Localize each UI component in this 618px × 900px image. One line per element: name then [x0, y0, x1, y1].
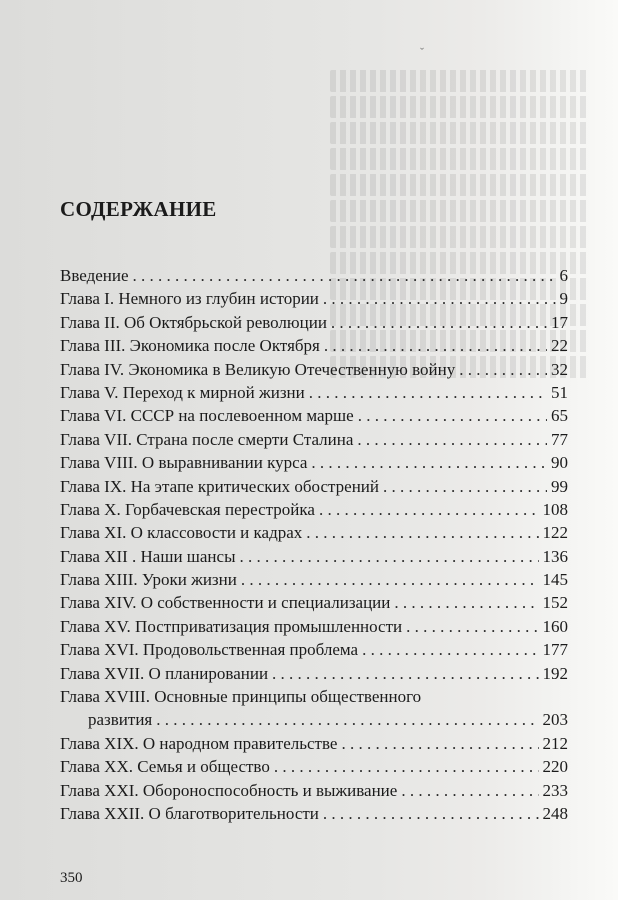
- dot-leader: [133, 264, 556, 287]
- toc-entry-page: 212: [542, 733, 568, 753]
- toc-entry-title: Глава VIII. О выравнивании курса: [60, 453, 308, 473]
- toc-entry-page: 160: [542, 616, 568, 636]
- toc-entry-title: Глава XII . Наши шансы: [60, 546, 236, 566]
- dot-leader: [311, 451, 547, 474]
- toc-entry: [60, 451, 568, 474]
- toc-entry: [60, 615, 568, 638]
- toc-entry-page: 65: [551, 406, 568, 426]
- toc-entry: [60, 334, 568, 357]
- toc-entry-title: Глава III. Экономика после Октября: [60, 336, 320, 356]
- dot-leader: [240, 545, 539, 568]
- toc-heading: СОДЕРЖАНИЕ: [60, 197, 217, 221]
- toc-entry-page: 152: [542, 593, 568, 613]
- toc-entry: [60, 428, 568, 451]
- toc-entry-title: Глава XIV. О собственности и специализации: [60, 593, 391, 613]
- toc-entry: [60, 498, 568, 521]
- dot-leader: [406, 615, 538, 638]
- toc-entry-title: Глава I. Немного из глубин истории: [60, 289, 319, 309]
- toc-entry: [60, 381, 568, 404]
- toc-entry: [60, 404, 568, 427]
- dot-leader: [401, 779, 538, 802]
- toc-entry-title: Глава XXI. Обороноспособность и выживание: [60, 780, 398, 800]
- toc-entry: [60, 638, 568, 661]
- dot-leader: [272, 662, 538, 685]
- toc-entry-title: Введение: [60, 266, 129, 285]
- toc-entry-page: 6: [559, 266, 568, 285]
- toc-entry: [60, 358, 568, 381]
- toc-entry-title: Глава XIII. Уроки жизни: [60, 570, 237, 590]
- toc-entry-page: 77: [551, 429, 568, 449]
- dot-leader: [274, 755, 539, 778]
- toc-entry-title: Глава V. Переход к мирной жизни: [60, 382, 305, 402]
- toc-entry-page: 192: [542, 663, 568, 683]
- page-number: 350: [60, 870, 83, 886]
- toc-entry-title: Глава IX. На этапе критических обострений: [60, 476, 379, 496]
- dot-leader: [323, 287, 556, 310]
- toc-entry-title: Глава XX. Семья и общество: [60, 757, 270, 777]
- toc-entry-page: 17: [551, 312, 568, 332]
- toc-entry: [60, 521, 568, 544]
- toc-entry-page: 9: [559, 289, 568, 309]
- toc-entry: [60, 685, 568, 732]
- toc-entry-title: Глава VII. Страна после смерти Сталина: [60, 429, 354, 449]
- toc-entry: [60, 264, 568, 287]
- toc-entry-page: 122: [542, 523, 568, 543]
- dot-leader: [459, 358, 547, 381]
- toc-entry-continuation-line: [60, 708, 568, 731]
- toc-entry: [60, 287, 568, 310]
- dot-leader: [357, 428, 547, 451]
- toc-entry-title: Глава X. Горбачевская перестройка: [60, 499, 315, 519]
- toc-entry-title: Глава VI. СССР на послевоенном марше: [60, 406, 354, 426]
- toc-entry-title: Глава XVII. О планировании: [60, 663, 269, 683]
- toc-entry-continuation: развития: [88, 710, 153, 730]
- toc-entry-page: 32: [551, 359, 568, 379]
- toc-entry: [60, 545, 568, 568]
- dot-leader: [331, 311, 547, 334]
- toc-entry-page: 203: [542, 710, 568, 730]
- dot-leader: [306, 521, 538, 544]
- dot-leader: [341, 732, 538, 755]
- toc-entry-title: Глава II. Об Октябрьской революции: [60, 312, 327, 332]
- dot-leader: [324, 334, 547, 357]
- toc-entry-page: 145: [542, 570, 568, 590]
- toc-entry: [60, 779, 568, 802]
- toc-entry: [60, 311, 568, 334]
- toc-entry-page: 90: [551, 453, 568, 473]
- toc-entry-page: 99: [551, 476, 568, 496]
- toc-entry: [60, 475, 568, 498]
- toc-entry-title: Глава XV. Постприватизация промышленности: [60, 616, 403, 636]
- dot-leader: [358, 404, 547, 427]
- toc-entry-page: 108: [542, 499, 568, 519]
- toc-entry: [60, 568, 568, 591]
- smudge-mark: ˇ: [420, 45, 424, 59]
- toc-entry-page: 51: [551, 382, 568, 402]
- dot-leader: [362, 638, 538, 661]
- dot-leader: [383, 475, 547, 498]
- toc-entry: [60, 802, 568, 825]
- toc-entry-title: Глава XXII. О благотворительности: [60, 804, 319, 823]
- toc-entry-page: 233: [542, 780, 568, 800]
- toc-entry: [60, 662, 568, 685]
- toc-entry-page: 220: [542, 757, 568, 777]
- toc-entry-title: Глава XIX. О народном правительстве: [60, 733, 338, 753]
- toc-entry-page: 22: [551, 336, 568, 356]
- toc-entry-title: Глава XVI. Продовольственная проблема: [60, 640, 359, 660]
- toc-entry-title: Глава XVIII. Основные принципы общественного: [60, 687, 422, 707]
- toc-entry-title: Глава XI. О классовости и кадрах: [60, 523, 303, 543]
- dot-leader: [319, 498, 539, 521]
- table-of-contents: [60, 264, 568, 825]
- toc-entry: [60, 755, 568, 778]
- toc-entry-title: Глава IV. Экономика в Великую Отечественную войну: [60, 359, 456, 379]
- toc-entry: [60, 591, 568, 614]
- dot-leader: [323, 802, 539, 825]
- toc-entry-page: 177: [542, 640, 568, 660]
- toc-entry: [60, 732, 568, 755]
- toc-entry-page: 136: [542, 546, 568, 566]
- dot-leader: [394, 591, 538, 614]
- dot-leader: [156, 708, 538, 731]
- toc-entry-page: 248: [542, 804, 568, 823]
- dot-leader: [241, 568, 539, 591]
- dot-leader: [309, 381, 547, 404]
